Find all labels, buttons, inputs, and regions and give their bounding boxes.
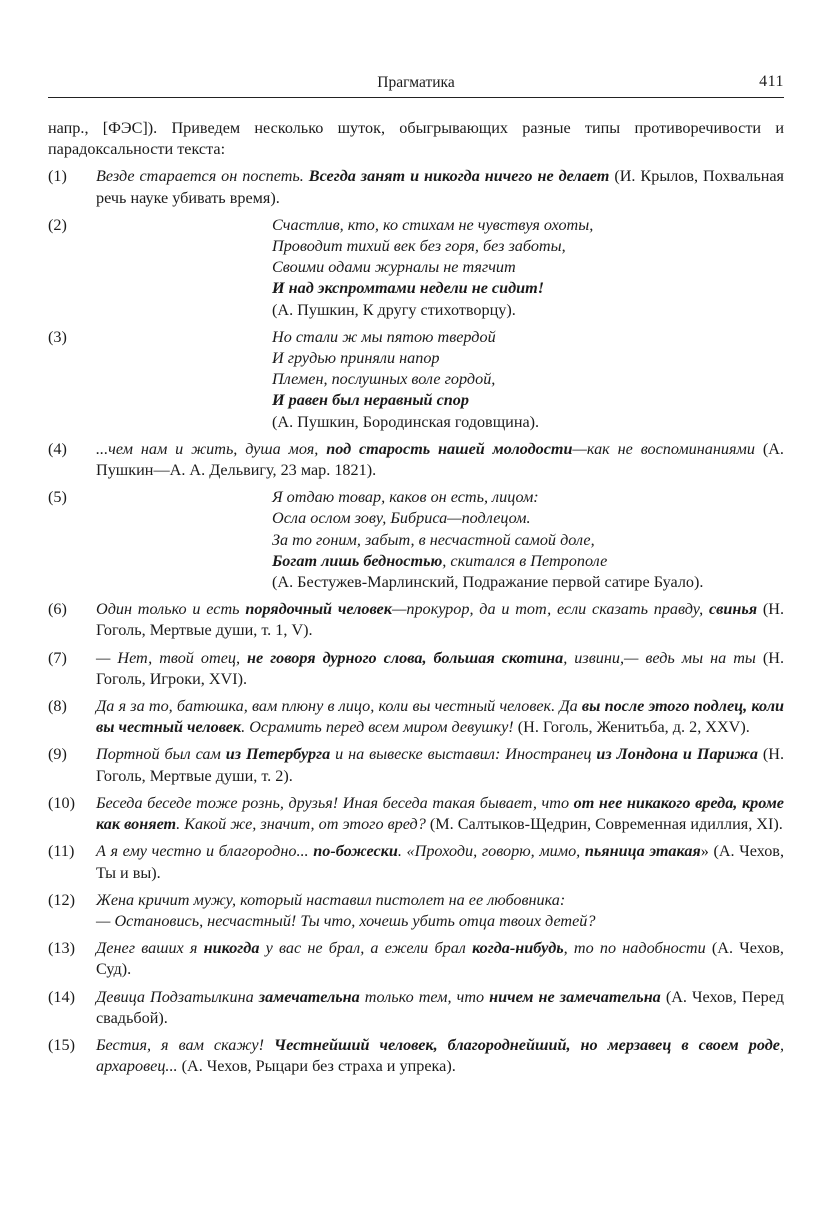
page-number: 411 <box>759 73 784 90</box>
example-12 <box>48 890 784 932</box>
source-citation: (А. Пушкин—А. А. Дельвигу, 23 мар. 1821). <box>96 439 784 480</box>
quote-emphasis: ничем не замечательна <box>489 987 661 1006</box>
example-5 <box>48 487 784 593</box>
verse-line: За то гоним, забыт, в несчастной самой доле, <box>272 530 595 549</box>
running-title: Прагматика <box>377 74 455 91</box>
verse-emphasis: над экспромтами недели не сидит! <box>288 279 545 298</box>
example-14 <box>48 987 784 1029</box>
source-citation: (И. Крылов, Похвальная речь науке убивать время). <box>96 167 784 207</box>
quote-text: —прокурор, да и тот, если сказать правду, <box>391 600 709 619</box>
quote-text: — Нет, твой отец, <box>96 648 248 667</box>
quote-text: только тем, что <box>359 987 490 1006</box>
verse-line <box>272 278 784 299</box>
quote-emphasis: замечательна <box>258 987 360 1006</box>
example-number: (6) <box>48 600 67 619</box>
example-number: (15) <box>48 1035 75 1054</box>
quote-text: Бестия, я вам скажу! <box>96 1035 274 1054</box>
page-body <box>48 118 784 1083</box>
source-citation: (Н. Гоголь, Игроки, XVI). <box>96 648 785 688</box>
quote-text: Один только и есть <box>96 600 246 619</box>
quote-text: Денег ваших я <box>96 939 204 958</box>
quote-text: , извини,— ведь мы на ты <box>563 648 756 667</box>
verse-emphasis: И равен был неравный спор <box>272 391 469 410</box>
running-header <box>48 72 784 96</box>
verse-line: Племен, послушных воле гордой, <box>272 370 496 389</box>
source-citation: (Н. Гоголь, Мертвые души, т. 1, V). <box>96 600 785 640</box>
quote-text: . Какой же, значит, от этого вред? <box>176 815 426 834</box>
quote-text: , то по надобности <box>563 939 706 958</box>
quote-text: у вас не брал, а ежели брал <box>259 939 473 958</box>
source-citation: (М. Салтыков-Щедрин, Современная идиллия, XI). <box>425 815 783 834</box>
quote-text: — Остановись, несчастный! Ты что, хочешь убить отца твоих детей? <box>96 911 596 930</box>
header-rule <box>48 97 784 98</box>
example-11 <box>48 841 784 883</box>
quote-emphasis: свинья <box>708 600 758 619</box>
quote-text: Девица Подзатылкина <box>96 987 259 1006</box>
quote-text: ...чем нам и жить, душа моя, <box>96 439 327 458</box>
quote-text: и на вывеске выставил: Иностранец <box>330 745 597 764</box>
example-number: (2) <box>48 215 67 234</box>
quote-emphasis: порядочный человек <box>245 600 392 619</box>
quote-emphasis: Всегда занят и никогда ничего не делает <box>308 167 610 186</box>
quote-emphasis: не говоря дурного слова, большая скотина <box>247 648 564 667</box>
example-1 <box>48 166 784 208</box>
quote-text: . «Проходи, говорю, мимо, <box>397 842 585 861</box>
quote-text: Жена кричит мужу, который наставил пистолет на ее любовника: <box>96 890 566 909</box>
example-number: (1) <box>48 167 67 186</box>
quote-emphasis: из Петербурга <box>225 745 331 764</box>
quote-emphasis: от нее никакого вреда, кроме как воняет <box>96 793 784 834</box>
example-3 <box>48 327 784 433</box>
example-10 <box>48 793 784 835</box>
source-citation: (Н. Гоголь, Мертвые души, т. 2). <box>96 745 784 785</box>
quote-text: —как не воспоминаниями <box>572 439 755 458</box>
quote-emphasis: из Лондона и Парижа <box>596 745 758 764</box>
verse-line: Проводит тихий век без горя, без заботы, <box>272 237 566 256</box>
example-13 <box>48 938 784 980</box>
verse-line: Осла ослом зову, Бибриса—подлецом. <box>272 509 531 528</box>
quote-emphasis: по-божески <box>313 842 398 861</box>
source-citation: (А. Чехов, Перед свадьбой). <box>96 987 784 1027</box>
quote-text: , архаровец... <box>96 1035 784 1076</box>
quote-emphasis: пьяница этакая <box>584 842 701 861</box>
example-2 <box>48 215 784 321</box>
verse-line: Своими одами журналы не тягчит <box>272 258 516 277</box>
quote-text: А я ему честно и благородно... <box>96 842 314 861</box>
verse-text: , скитался в Петрополе <box>442 551 608 570</box>
example-number: (9) <box>48 745 67 764</box>
example-6 <box>48 599 784 641</box>
quote-text: Везде старается он поспеть. <box>96 167 309 186</box>
verse-line: Но стали ж мы пятою твердой <box>272 327 496 346</box>
quote-text: Да я за то, батюшка, вам плюну в лицо, коли вы честный человек. Да <box>96 697 582 716</box>
verse-emphasis: И <box>272 279 289 298</box>
verse-line: Я отдаю товар, каков он есть, лицом: <box>272 488 539 507</box>
quote-text: Портной был сам <box>96 745 226 764</box>
example-number: (3) <box>48 327 67 346</box>
source-citation: (А. Пушкин, Бородинская годовщина). <box>272 412 540 431</box>
example-7 <box>48 648 784 690</box>
example-number: (5) <box>48 488 67 507</box>
example-number: (8) <box>48 697 67 716</box>
source-citation: (Н. Гоголь, Женитьба, д. 2, XXV). <box>513 718 750 737</box>
source-citation: (А. Бестужев-Марлинский, Подражание первой сатире Буало). <box>272 573 704 592</box>
example-number: (7) <box>48 648 67 667</box>
source-citation: (А. Чехов, Суд). <box>96 939 784 979</box>
example-8 <box>48 696 784 738</box>
source-citation: (А. Пушкин, К другу стихотворцу). <box>272 300 516 319</box>
example-number: (14) <box>48 987 75 1006</box>
example-number: (13) <box>48 939 75 958</box>
quote-emphasis: никогда <box>203 939 260 958</box>
example-number: (10) <box>48 793 75 812</box>
intro-paragraph: напр., [ФЭС]). Приведем несколько шуток, обыгрывающих разные типы противоречивости и парадоксальности текста: <box>48 119 784 159</box>
quote-emphasis: вы после этого подлец, коли вы честный человек <box>96 697 785 737</box>
verse-emphasis: Богат лишь бедностью <box>272 551 443 570</box>
quote-text: . Осрамить перед всем миром девушку! <box>241 718 514 737</box>
quote-emphasis: когда-нибудь <box>472 939 564 958</box>
source-citation: » (А. Чехов, Ты и вы). <box>96 842 784 882</box>
quote-emphasis: Честнейший человек, благороднейший, но мерзавец в своем роде <box>273 1035 780 1054</box>
quote-text: Беседа беседе тоже рознь, друзья! Иная беседа такая бывает, что <box>96 793 574 812</box>
example-number: (11) <box>48 842 75 861</box>
quote-emphasis: под старость нашей молодости <box>326 439 573 458</box>
example-4 <box>48 439 784 481</box>
verse-line: И грудью приняли напор <box>272 349 440 368</box>
example-number: (12) <box>48 890 75 909</box>
source-citation: (А. Чехов, Рыцари без страха и упрека). <box>177 1057 456 1076</box>
example-9 <box>48 744 784 786</box>
example-number: (4) <box>48 439 67 458</box>
example-15 <box>48 1035 784 1077</box>
verse-line: Счастлив, кто, ко стихам не чувствуя охоты, <box>272 215 594 234</box>
